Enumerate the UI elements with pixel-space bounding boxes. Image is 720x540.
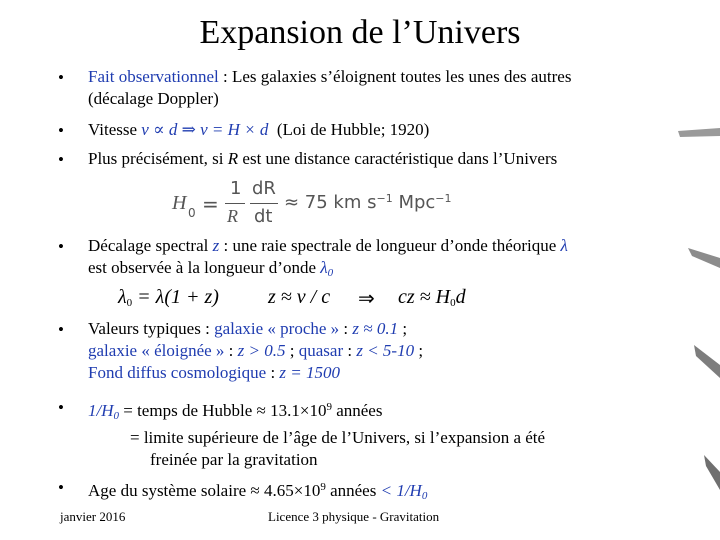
value: z ≈ 0.1 [352,319,399,338]
highlight-text: quasar [298,341,344,360]
eq-cz [398,286,466,309]
bullet-text: : [266,363,280,382]
eq-text: = λ(1 + z) [132,286,219,308]
exponent: 9 [326,401,332,413]
eq-subscript: 0 [188,206,196,220]
eq-exp: −1 [376,192,393,205]
highlight-text: Fond diffus cosmologique [88,363,267,382]
eq-denominator: dt [254,206,273,227]
eq-text: z ≈ v / c [268,286,331,308]
bullet-7 [88,476,688,507]
bullet-continuation: est observée à la longueur d’onde [88,258,321,277]
bullet-text: ; [285,341,299,360]
variable: R [227,149,239,168]
value: z < 5-10 [356,341,415,360]
eq-subscript: 0 [126,297,133,309]
footer-date: janvier 2016 [60,509,126,524]
highlight-text: galaxie « éloignée » [88,341,225,360]
bullet-note: (Loi de Hubble; 1920) [276,120,430,139]
bullet-continuation: (décalage Doppler) [88,89,219,108]
subscript: 0 [421,490,428,502]
bullet-text: : [224,341,238,360]
highlight-text: galaxie « proche » [214,319,340,338]
bullet-text: Age du système solaire ≈ 4.65×10 [88,481,321,500]
bullet-text: Valeurs typiques : [88,319,215,338]
eq-numerator: 1 [230,178,242,199]
bullet-4 [88,235,688,284]
bullet-text: ; [398,319,408,338]
slide-title: Expansion de l’Univers [199,14,521,51]
bullet-1 [88,66,688,110]
eq-text: cz ≈ H [398,286,451,308]
fraction-bar [250,203,278,204]
highlight-text: 1/H [88,401,114,420]
exponent: 9 [320,481,326,493]
bullet-text: années [331,401,383,420]
bullet-continuation: = limite supérieure de l’âge de l’Univers, si l’expansion a été [130,428,546,447]
bullet-text: Plus précisément, si [88,149,228,168]
bullet-text: années [325,481,381,500]
eq-text: d [455,286,466,308]
redshift-equations [118,286,498,312]
bullet-text: : [339,319,353,338]
bullet: • [58,150,64,169]
eq-subscript: 0 [450,297,456,309]
highlight-text: < 1/H [380,481,422,500]
bullet-text: = temps de Hubble ≈ 13.1×10 [119,401,327,420]
value: z > 0.5 [237,341,286,360]
bullet-text: Décalage spectral [88,236,213,255]
variable: λ [320,258,328,277]
hubble-constant-equation [172,178,452,230]
eq-text: Mpc [392,192,436,213]
bullet-5 [88,318,688,384]
bullet: • [58,121,64,140]
bullet-6 [88,396,688,471]
bullet-3 [88,148,688,170]
bullet: • [58,398,64,417]
bullet-text: est une distance caractéristique dans l’Univers [238,149,558,168]
eq-sign: = [202,192,219,216]
value: z = 1500 [279,363,341,382]
bullet: • [58,237,64,256]
bullet: • [58,478,64,497]
variable: λ [560,236,568,255]
eq-text: λ [118,286,127,308]
eq-denominator: R [227,206,238,226]
eq-symbol: H [172,192,187,214]
subscript: 0 [327,267,334,279]
highlight-text: Fait observationnel [88,67,219,86]
eq-exp: −1 [435,192,452,205]
bullet-text: ; [414,341,424,360]
implies-arrow: ⇒ [358,288,375,310]
eq-numerator: dR [252,178,276,199]
bullet: • [58,320,64,339]
bullet-text: : Les galaxies s’éloignent toutes les unes des autres [218,67,572,86]
fraction-bar [225,203,245,204]
eq-value [284,192,452,213]
bullet-text: Vitesse [88,120,142,139]
eq-text: ≈ 75 km s [284,192,377,213]
bullet: • [58,68,64,87]
subscript: 0 [113,410,119,422]
eq-lambda [118,286,219,309]
footer-course: Licence 3 physique - Gravitation [268,509,440,524]
bullet-text: : une raie spectrale de longueur d’onde théorique [219,236,561,255]
variable: z [212,236,220,255]
bullet-text: : [343,341,357,360]
hubble-law-formula: v ∝ d ⇒ v = H × d [141,120,269,139]
bullet-2 [88,119,688,141]
bullet-continuation: freinée par la gravitation [150,450,318,469]
